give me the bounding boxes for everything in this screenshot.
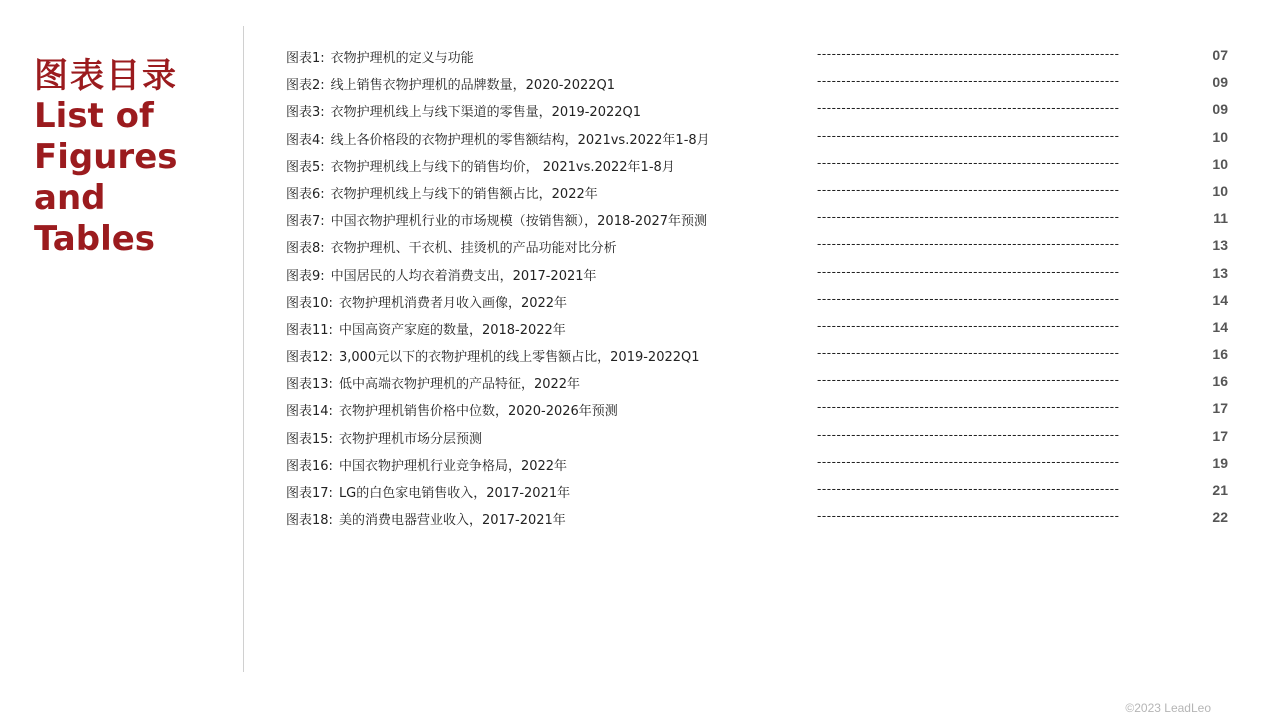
toc-item-page-number: 14 bbox=[1212, 318, 1228, 335]
toc-item-title: 美的消费电器营业收入，2017-2021年 bbox=[338, 513, 566, 529]
toc-leader-dashes: -------------------------------------------------------------- bbox=[817, 154, 1120, 170]
toc-item[interactable] bbox=[286, 69, 1232, 96]
toc-item-number: 图表3: bbox=[286, 105, 325, 121]
toc-leader-dashes: -------------------------------------------------------------- bbox=[817, 263, 1120, 279]
toc-item-title: 线上销售衣物护理机的品牌数量，2020-2022Q1 bbox=[330, 78, 616, 94]
toc-leader-dashes: -------------------------------------------------------------- bbox=[817, 181, 1120, 197]
toc-item-page-number: 17 bbox=[1212, 427, 1228, 444]
toc-item-number: 图表17: bbox=[286, 486, 333, 501]
toc-leader-dashes: -------------------------------------------------------------- bbox=[817, 127, 1120, 143]
toc-item[interactable] bbox=[286, 341, 1232, 368]
toc-leader-dashes: -------------------------------------------------------------- bbox=[817, 426, 1120, 442]
copyright-footer: ©2023 LeadLeo bbox=[1125, 701, 1211, 715]
toc-item-title: 衣物护理机线上与线下的销售额占比，2022年 bbox=[330, 186, 598, 202]
toc-item-number: 图表18: bbox=[286, 513, 333, 529]
toc-item[interactable] bbox=[286, 395, 1232, 422]
toc-leader-dashes: -------------------------------------------------------------- bbox=[817, 453, 1120, 469]
toc-leader-dashes: -------------------------------------------------------------- bbox=[817, 317, 1120, 333]
toc-item-label bbox=[286, 74, 615, 93]
toc-item-label bbox=[286, 428, 482, 447]
toc-item-page-number: 09 bbox=[1212, 101, 1228, 118]
toc-item[interactable] bbox=[286, 42, 1232, 69]
toc-item-label bbox=[286, 101, 641, 120]
toc-leader-dashes: -------------------------------------------------------------- bbox=[817, 345, 1120, 361]
page-title-en-line: and Tables bbox=[34, 178, 156, 259]
toc-item-title: 衣物护理机销售价格中位数，2020-2026年预测 bbox=[338, 404, 618, 420]
toc-item-page-number: 11 bbox=[1213, 210, 1228, 227]
toc-item-page-number: 19 bbox=[1212, 454, 1228, 471]
vertical-divider bbox=[243, 26, 244, 672]
toc-item-title: 中国高资产家庭的数量，2018-2022年 bbox=[338, 322, 566, 338]
page-title-en bbox=[34, 96, 234, 260]
toc-item-label bbox=[286, 183, 598, 202]
toc-item[interactable] bbox=[286, 287, 1232, 314]
toc-item-label bbox=[286, 509, 566, 528]
toc-item-title: 衣物护理机、干衣机、挂烫机的产品功能对比分析 bbox=[330, 241, 617, 257]
toc-item-title: LG的白色家电销售收入，2017-2021年 bbox=[338, 486, 571, 501]
toc-item-number: 图表6: bbox=[286, 186, 325, 202]
page-title-cn: 图表目录 bbox=[34, 56, 178, 96]
toc-item[interactable] bbox=[286, 504, 1232, 531]
toc-item-label bbox=[286, 129, 710, 148]
toc-item-number: 图表15: bbox=[286, 431, 333, 447]
toc-leader-dashes: -------------------------------------------------------------- bbox=[817, 100, 1120, 116]
toc-item-number: 图表7: bbox=[286, 214, 325, 230]
toc-item-label bbox=[286, 455, 567, 474]
page-title-block bbox=[34, 56, 234, 260]
toc-item[interactable] bbox=[286, 178, 1232, 205]
toc-item-label bbox=[286, 400, 618, 419]
toc-item-label bbox=[286, 156, 675, 175]
toc-item-title: 衣物护理机市场分层预测 bbox=[338, 431, 482, 447]
toc-item-page-number: 10 bbox=[1212, 182, 1228, 199]
toc-item[interactable] bbox=[286, 423, 1232, 450]
toc-item-number: 图表11: bbox=[286, 322, 333, 338]
toc-item-title: 中国衣物护理机行业的市场规模（按销售额），2018-2027年预测 bbox=[330, 214, 708, 230]
toc-item-page-number: 10 bbox=[1212, 128, 1228, 145]
toc-item-page-number: 07 bbox=[1212, 47, 1228, 63]
toc-item-label bbox=[286, 265, 597, 284]
toc-item-page-number: 21 bbox=[1212, 482, 1228, 498]
toc-item[interactable] bbox=[286, 96, 1232, 123]
toc-item-number: 图表16: bbox=[286, 458, 333, 474]
toc-item-title: 中国居民的人均衣着消费支出，2017-2021年 bbox=[330, 268, 597, 284]
toc-item-number: 图表1: bbox=[286, 51, 325, 66]
toc-item-page-number: 09 bbox=[1212, 74, 1228, 91]
toc-item-title: 衣物护理机的定义与功能 bbox=[330, 51, 474, 66]
toc-item[interactable] bbox=[286, 368, 1232, 395]
toc-item[interactable] bbox=[286, 124, 1232, 151]
toc-item-title: 中国衣物护理机行业竞争格局，2022年 bbox=[338, 458, 568, 474]
toc-item[interactable] bbox=[286, 314, 1232, 341]
toc-item[interactable] bbox=[286, 260, 1232, 287]
toc-item[interactable] bbox=[286, 205, 1232, 232]
toc-item-number: 图表8: bbox=[286, 241, 325, 257]
page-title-en-line: List of bbox=[34, 96, 154, 136]
toc-item[interactable] bbox=[286, 477, 1232, 504]
figure-list bbox=[286, 42, 1232, 531]
toc-item-title: 衣物护理机消费者月收入画像，2022年 bbox=[338, 295, 568, 311]
toc-leader-dashes: -------------------------------------------------------------- bbox=[817, 508, 1120, 524]
toc-item-label bbox=[286, 373, 580, 392]
toc-item-label bbox=[286, 346, 700, 365]
toc-item-number: 图表10: bbox=[286, 295, 333, 311]
toc-item-title: 3,000元以下的衣物护理机的线上零售额占比，2019-2022Q1 bbox=[338, 350, 700, 366]
toc-item[interactable] bbox=[286, 151, 1232, 178]
toc-item-title: 衣物护理机线上与线下渠道的零售量，2019-2022Q1 bbox=[330, 105, 642, 121]
toc-item-label bbox=[286, 319, 566, 338]
toc-item-title: 线上各价格段的衣物护理机的零售额结构，2021vs.2022年1-8月 bbox=[330, 132, 710, 148]
toc-item-page-number: 13 bbox=[1212, 264, 1228, 281]
toc-item-page-number: 16 bbox=[1212, 373, 1228, 390]
toc-item-label bbox=[286, 237, 617, 256]
toc-leader-dashes: -------------------------------------------------------------- bbox=[817, 46, 1120, 61]
toc-item-label bbox=[286, 47, 474, 66]
toc-item-title: 低中高端衣物护理机的产品特征，2022年 bbox=[338, 377, 581, 393]
toc-item-number: 图表13: bbox=[286, 377, 333, 393]
toc-item-title: 衣物护理机线上与线下的销售均价， 2021vs.2022年1-8月 bbox=[330, 159, 675, 175]
toc-item-number: 图表14: bbox=[286, 404, 333, 420]
toc-item-label bbox=[286, 482, 570, 501]
toc-item-page-number: 16 bbox=[1212, 346, 1228, 363]
page-title-en-line: Figures bbox=[34, 137, 178, 177]
toc-leader-dashes: -------------------------------------------------------------- bbox=[817, 236, 1120, 252]
toc-item-page-number: 13 bbox=[1212, 237, 1228, 254]
toc-item-number: 图表4: bbox=[286, 132, 325, 148]
toc-leader-dashes: -------------------------------------------------------------- bbox=[817, 290, 1120, 306]
toc-item[interactable] bbox=[286, 232, 1232, 259]
toc-item-number: 图表2: bbox=[286, 78, 325, 94]
toc-item-label bbox=[286, 210, 707, 229]
toc-item-number: 图表9: bbox=[286, 268, 325, 284]
toc-item-page-number: 14 bbox=[1212, 291, 1228, 308]
toc-item-page-number: 22 bbox=[1212, 509, 1228, 526]
toc-leader-dashes: -------------------------------------------------------------- bbox=[817, 399, 1120, 415]
toc-leader-dashes: -------------------------------------------------------------- bbox=[817, 73, 1120, 89]
toc-item-label bbox=[286, 292, 567, 311]
toc-item-number: 图表12: bbox=[286, 350, 333, 366]
toc-leader-dashes: -------------------------------------------------------------- bbox=[817, 481, 1120, 496]
toc-item-page-number: 17 bbox=[1212, 400, 1228, 417]
toc-item-page-number: 10 bbox=[1212, 155, 1228, 172]
toc-leader-dashes: -------------------------------------------------------------- bbox=[817, 209, 1120, 225]
toc-leader-dashes: -------------------------------------------------------------- bbox=[817, 372, 1120, 388]
toc-item-number: 图表5: bbox=[286, 159, 325, 175]
toc-item[interactable] bbox=[286, 450, 1232, 477]
